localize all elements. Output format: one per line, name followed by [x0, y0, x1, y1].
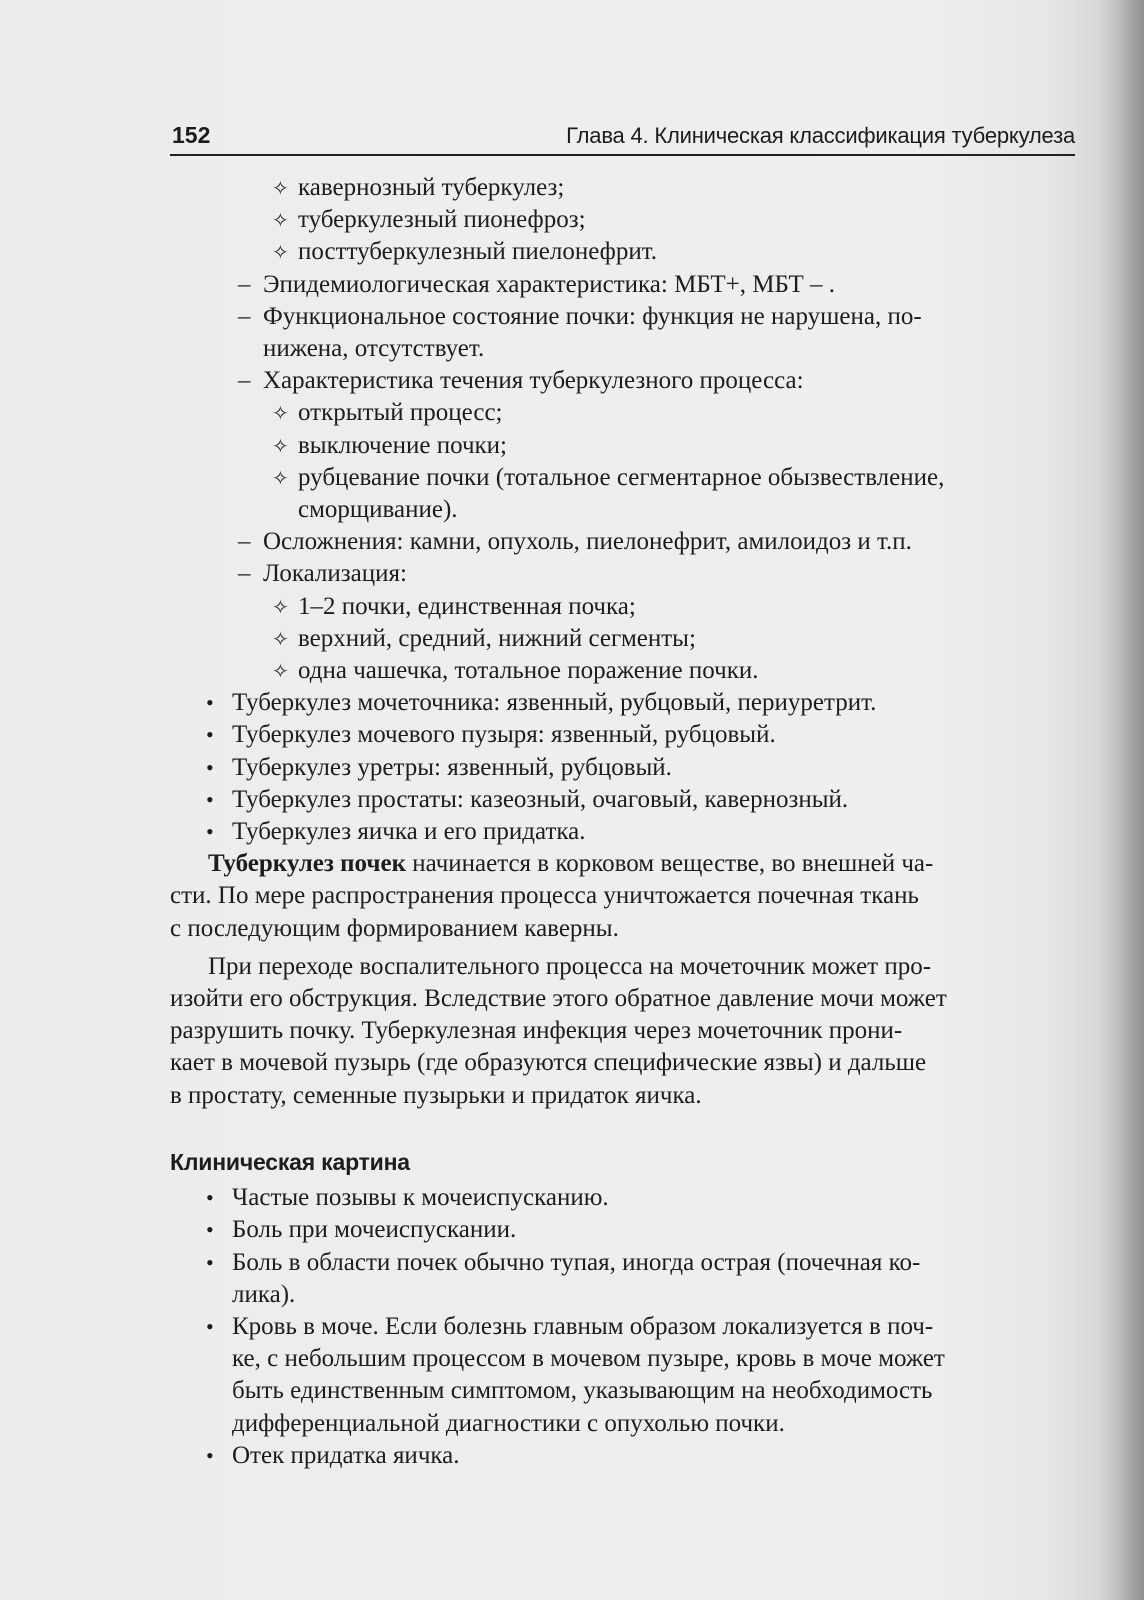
list-item: • Туберкулез мочевого пузыря: язвенный, рубцовый. [170, 719, 1075, 751]
list-item: ✧ посттуберкулезный пиелонефрит. [170, 236, 1075, 268]
list-item-continuation: дифференциальной диагностики с опухолью почки. [232, 1409, 785, 1437]
list-item-continuation: нижена, отсутствует. [263, 335, 485, 363]
list-item: – Осложнения: камни, опухоль, пиелонефрит, амилоидоз и т.п. [170, 526, 1075, 558]
list-item: ✧ туберкулезный пионефроз; [170, 204, 1075, 236]
list-item-continuation: лика). [232, 1280, 296, 1308]
diamond-bullet-icon: ✧ [272, 626, 289, 651]
diamond-bullet-icon: ✧ [272, 208, 289, 233]
list-item: • Туберкулез уретры: язвенный, рубцовый. [170, 752, 1075, 784]
diamond-bullet-icon: ✧ [272, 176, 289, 200]
list-item: • Туберкулез простаты: казеозный, очаговый, кавернозный. [170, 784, 1075, 816]
round-bullet-icon: • [206, 1185, 214, 1211]
round-bullet-icon: • [206, 1217, 214, 1243]
page-body [170, 172, 1075, 1472]
paragraph-line: кает в мочевой пузырь (где образуются специфические язвы) и дальше [170, 1049, 927, 1077]
bold-term: Туберкулез почек [208, 850, 406, 878]
dash-bullet-icon: – [238, 367, 251, 395]
list-item: – Характеристика течения туберкулезного процесса: [170, 365, 1075, 397]
list-item-continuation: ке, с небольшим процессом в мочевом пузыре, кровь в моче может [232, 1345, 945, 1373]
section-heading: Клиническая картина [170, 1148, 410, 1175]
diamond-bullet-icon: ✧ [272, 594, 289, 619]
list-item: ✧ рубцевание почки (тотальное сегментарное обызвествление, [170, 462, 1075, 494]
paragraph-line: с последующим формированием каверны. [170, 914, 619, 942]
round-bullet-icon: • [206, 1442, 214, 1468]
list-item: – Функциональное состояние почки: функция не нарушена, по- [170, 301, 1075, 333]
list-item: – Эпидемиологическая характеристика: МБТ+, МБТ – . [170, 269, 1075, 301]
list-item: • Туберкулез мочеточника: язвенный, рубцовый, периуретрит. [170, 687, 1075, 719]
diamond-bullet-icon: ✧ [272, 659, 289, 684]
round-bullet-icon: • [206, 786, 214, 812]
dash-bullet-icon: – [238, 528, 251, 556]
list-item: • Боль при мочеиспускании. [170, 1214, 1075, 1246]
list-item: ✧ выключение почки; [170, 430, 1075, 462]
diamond-bullet-icon: ✧ [272, 433, 289, 458]
list-item-continuation: быть единственным симптомом, указывающим на необходимость [232, 1377, 933, 1405]
chapter-title: Глава 4. Клиническая классификация туберкулеза [566, 123, 1075, 148]
diamond-bullet-icon: ✧ [272, 465, 289, 490]
dash-bullet-icon: – [238, 302, 251, 330]
paragraph-line: в простату, семенные пузырьки и придаток яичка. [170, 1081, 702, 1109]
list-item: • Кровь в моче. Если болезнь главным образом локализуется в поч- [170, 1311, 1075, 1343]
paragraph-line: При переходе воспалительного процесса на мочеточник может про- [208, 952, 932, 980]
list-item: ✧ верхний, средний, нижний сегменты; [170, 623, 1075, 655]
list-item: • Отек придатка яичка. [170, 1440, 1075, 1472]
round-bullet-icon: • [206, 690, 214, 716]
round-bullet-icon: • [206, 754, 214, 780]
list-item: ✧ 1–2 почки, единственная почка; [170, 591, 1075, 623]
diamond-bullet-icon: ✧ [272, 401, 289, 426]
list-item: ✧ открытый процесс; [170, 397, 1075, 429]
dash-bullet-icon: – [238, 270, 251, 298]
round-bullet-icon: • [206, 1313, 214, 1339]
paragraph-line: разрушить почку. Туберкулезная инфекция через мочеточник прони- [170, 1017, 903, 1045]
page-header [170, 120, 1075, 156]
paragraph-line: Туберкулез почек начинается в корковом веществе, во внешней ча- [208, 850, 934, 878]
list-item: • Туберкулез яичка и его придатка. [170, 816, 1075, 848]
list-item: ✧ одна чашечка, тотальное поражение почки. [170, 655, 1075, 687]
round-bullet-icon: • [206, 722, 214, 748]
page-number: 152 [172, 122, 211, 148]
list-item: • Частые позывы к мочеиспусканию. [170, 1182, 1075, 1214]
diamond-bullet-icon: ✧ [272, 240, 289, 265]
list-item-continuation: сморщивание). [298, 496, 458, 524]
list-item: • Боль в области почек обычно тупая, иногда острая (почечная ко- [170, 1247, 1075, 1279]
round-bullet-icon: • [206, 1249, 214, 1275]
paragraph-line: изойти его обструкция. Вследствие этого обратное давление мочи может [170, 985, 947, 1013]
list-item: ✧ кавернозный туберкулез; [170, 172, 1075, 204]
round-bullet-icon: • [206, 819, 214, 845]
list-item: – Локализация: [170, 558, 1075, 590]
dash-bullet-icon: – [238, 560, 251, 588]
paragraph-line: сти. По мере распространения процесса уничтожается почечная ткань [170, 882, 919, 910]
